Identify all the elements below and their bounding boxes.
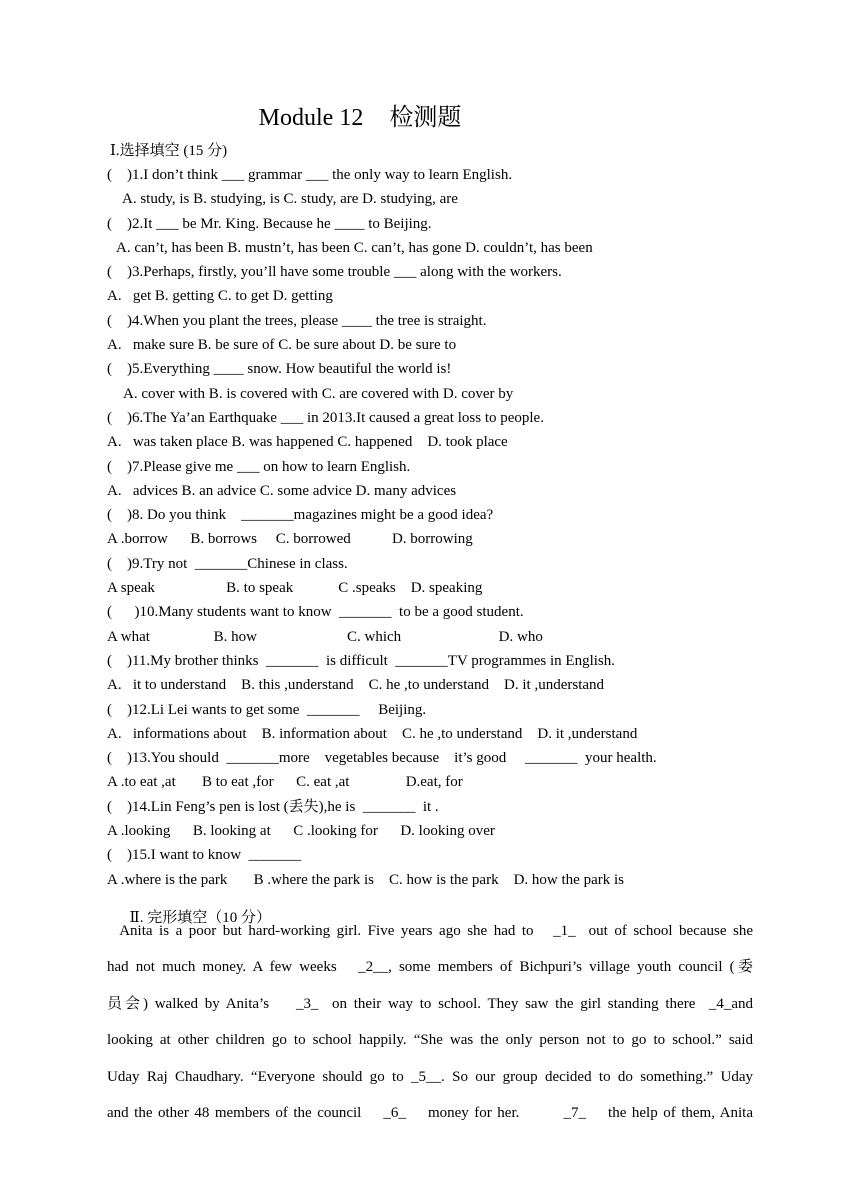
section2-heading-text: Ⅱ. 完形填空（10 分） — [129, 910, 271, 926]
question-line: ( )8. Do you think _______magazines might be a good idea? — [107, 507, 494, 524]
options-line: A .borrow B. borrows C. borrowed D. borrowing — [107, 531, 473, 548]
options-line: A. informations about B. information about C. he ,to understand D. it ,understand — [107, 725, 638, 742]
options-line: A. study, is B. studying, is C. study, are D. studying, are — [122, 191, 458, 208]
section-cloze — [107, 913, 753, 1131]
question-line: ( )4.When you plant the trees, please ____ the tree is straight. — [107, 312, 487, 329]
question-line: ( )10.Many students want to know _______ to be a good student. — [107, 604, 524, 621]
question-line: ( )6.The Ya’an Earthquake ___ in 2013.It caused a great loss to people. — [107, 409, 544, 426]
options-line: A. make sure B. be sure of C. be sure about D. be sure to — [107, 337, 457, 354]
question-line: ( )11.My brother thinks _______ is difficult _______TV programmes in English. — [107, 652, 616, 669]
section-multiple-choice — [107, 139, 787, 892]
paragraph-line: Uday Raj Chaudhary. “Everyone should go to _5__. So our group decided to do something.” Uday — [107, 1068, 753, 1085]
paragraph-line: had not much money. A few weeks _2__, some members of Bichpuri’s village youth council (委 — [107, 959, 753, 976]
title-sub: 检测题 — [389, 105, 462, 131]
question-line: ( )5.Everything ____ snow. How beautiful the world is! — [107, 361, 452, 378]
options-line: A. cover with B. is covered with C. are covered with D. cover by — [123, 385, 514, 402]
page-title — [0, 97, 720, 132]
paragraph-line: 员会) walked by Anita’s _3_ on their way to school. They saw the girl standing there _4_and — [107, 995, 753, 1012]
question-line: ( )9.Try not _______Chinese in class. — [107, 555, 348, 572]
paragraph-line: looking at other children go to school happily. “She was the only person not to go to school.” said — [107, 1032, 753, 1049]
options-line: A. can’t, has been B. mustn’t, has been C. can’t, has gone D. couldn’t, has been — [116, 239, 593, 256]
question-line: ( )12.Li Lei wants to get some _______ Beijing. — [107, 701, 427, 718]
question-line: ( )3.Perhaps, firstly, you’ll have some trouble ___ along with the workers. — [107, 264, 562, 281]
options-line: A. advices B. an advice C. some advice D. many advices — [107, 482, 457, 499]
question-line: ( )15.I want to know _______ — [107, 847, 302, 864]
options-line: A .looking B. looking at C .looking for D. looking over — [107, 823, 495, 840]
paragraph-line: Anita is a poor but hard-working girl. Five years ago she had to _1_ out of school because she — [107, 923, 753, 939]
paragraph-line: and the other 48 members of the council _6_ money for her. _7_ the help of them, Anita — [107, 1104, 753, 1121]
question-line: ( )14.Lin Feng’s pen is lost (丢失),he is _______ it . — [107, 798, 439, 815]
options-line: A speak B. to speak C .speaks D. speaking — [107, 580, 483, 597]
question-line: ( )2.It ___ be Mr. King. Because he ____ to Beijing. — [107, 215, 432, 232]
section1-heading: Ⅰ.选择填空 (15 分) — [110, 143, 228, 159]
options-line: A .to eat ,at B to eat ,for C. eat ,at D.eat, for — [107, 774, 463, 791]
options-line: A. was taken place B. was happened C. happened D. took place — [107, 434, 508, 451]
options-line: A. get B. getting C. to get D. getting — [107, 288, 333, 305]
options-line: A .where is the park B .where the park is C. how is the park D. how the park is — [107, 871, 624, 888]
title-main: Module 12 — [258, 105, 364, 131]
options-line: A. it to understand B. this ,understand C. he ,to understand D. it ,understand — [107, 677, 605, 694]
question-line: ( )13.You should _______more vegetables because it’s good _______ your health. — [107, 750, 657, 767]
options-line: A what B. how C. which D. who — [107, 628, 543, 645]
question-line: ( )1.I don’t think ___ grammar ___ the only way to learn English. — [107, 167, 513, 183]
question-line: ( )7.Please give me ___ on how to learn English. — [107, 458, 411, 475]
